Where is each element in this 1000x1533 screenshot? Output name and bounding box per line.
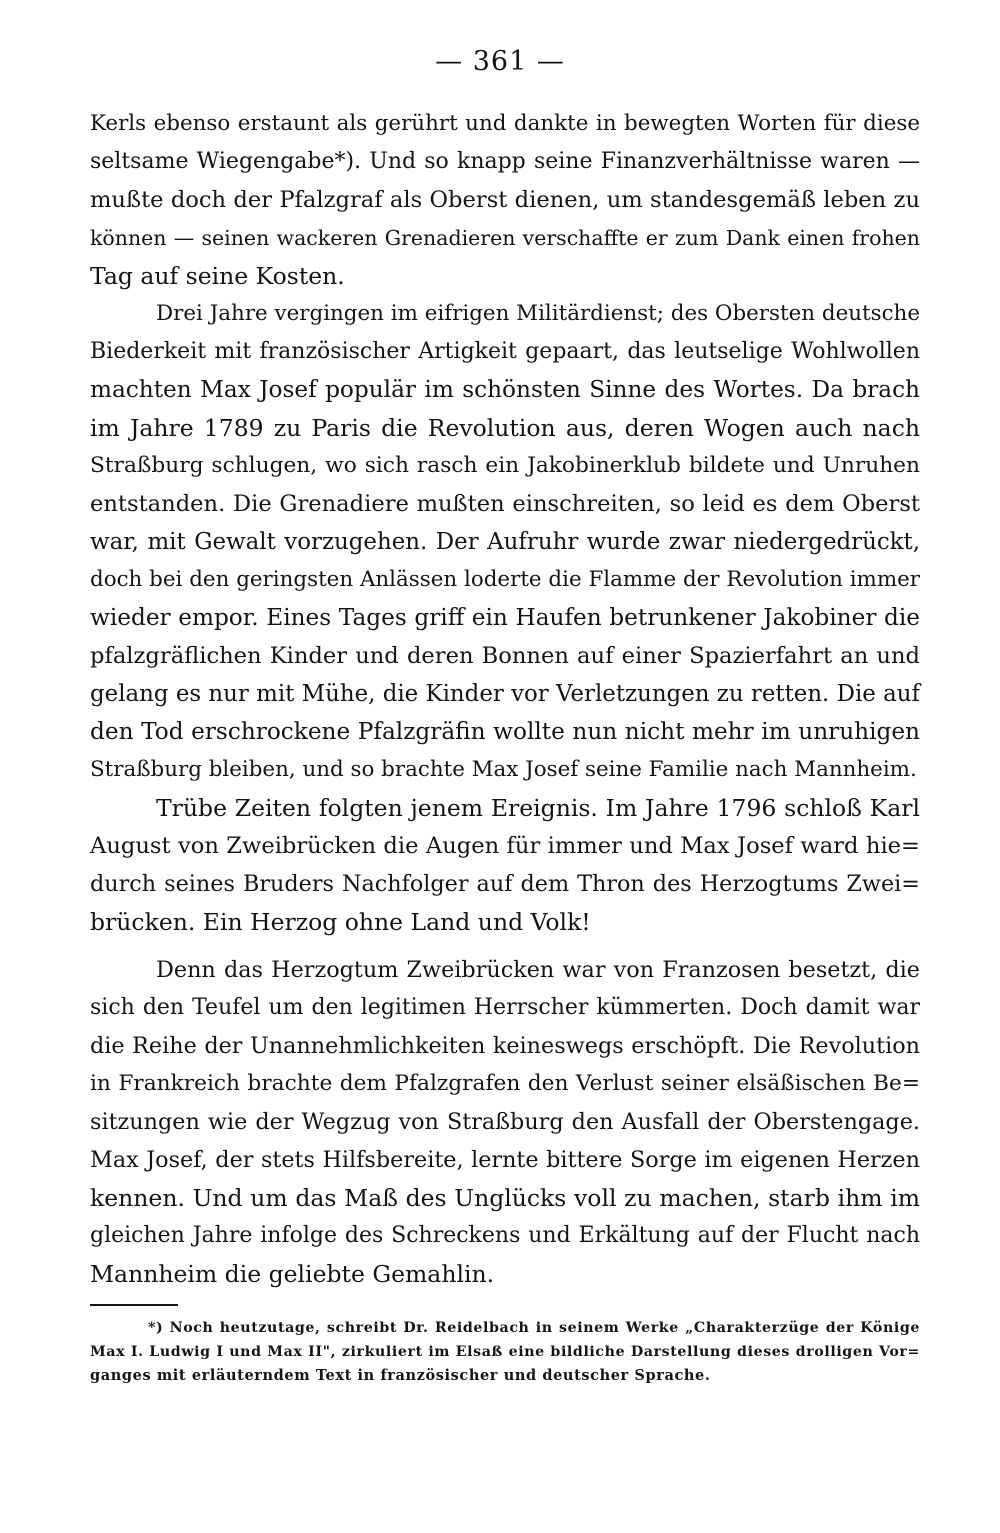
text-line: Max Josef, der stets Hilfsbereite, lernte bittere Sorge im eigenen Herzen <box>90 1147 920 1173</box>
paragraph-gap <box>90 941 920 951</box>
footnote-divider <box>90 1304 178 1306</box>
text-line: entstanden. Die Grenadiere mußten einschreiten, so leid es dem Oberst <box>90 491 920 517</box>
footnote-line: ganges mit erläuterndem Text in französischer und deutscher Sprache. <box>90 1367 711 1384</box>
body-text <box>90 105 920 1293</box>
text-line: gleichen Jahre infolge des Schreckens und Erkältung auf der Flucht nach <box>90 1223 920 1248</box>
text-line: mußte doch der Pfalzgraf als Oberst dienen, um standesgemäß leben zu <box>90 187 920 213</box>
text-line: Tag auf seine Kosten. <box>90 262 345 290</box>
text-line: gelang es nur mit Mühe, die Kinder vor Verletzungen zu retten. Die auf <box>90 681 920 707</box>
text-line: Denn das Herzogtum Zweibrücken war von Franzosen besetzt, die <box>156 957 920 983</box>
footnote-line: *) Noch heutzutage, schreibt Dr. Reidelbach in seinem Werke „Charakterzüge der Könige <box>148 1320 920 1336</box>
text-line: Mannheim die geliebte Gemahlin. <box>90 1260 495 1288</box>
text-line: in Frankreich brachte dem Pfalzgrafen den Verlust seiner elsäßischen Be= <box>90 1071 920 1096</box>
text-line: können — seinen wackeren Grenadieren verschaffte er zum Dank einen frohen <box>90 226 920 250</box>
text-line: wieder empor. Eines Tages griff ein Haufen betrunkener Jakobiner die <box>90 604 920 631</box>
text-line: Trübe Zeiten folgten jenem Ereignis. Im Jahre 1796 schloß Karl <box>156 794 920 822</box>
page-number: — 361 — <box>435 46 565 77</box>
text-line: Drei Jahre vergingen im eifrigen Militärdienst; des Obersten deutsche <box>156 301 920 326</box>
text-line: war, mit Gewalt vorzugehen. Der Aufruhr wurde zwar niedergedrückt, <box>90 529 920 555</box>
text-line: den Tod erschrockene Pfalzgräfin wollte nun nicht mehr im unruhigen <box>90 718 920 745</box>
text-line: August von Zweibrücken die Augen für immer und Max Josef ward hie= <box>90 833 920 859</box>
text-line: machten Max Josef populär im schönsten Sinne des Wortes. Da brach <box>90 376 920 403</box>
footnote <box>90 1316 920 1388</box>
text-line: Straßburg schlugen, wo sich rasch ein Jakobinerklub bildete und Unruhen <box>90 453 920 478</box>
text-line: seltsame Wiegengabe*). Und so knapp seine Finanzverhältnisse waren — <box>90 149 920 174</box>
text-line: durch seines Bruders Nachfolger auf dem Thron des Herzogtums Zwei= <box>90 871 920 897</box>
text-line: sich den Teufel um den legitimen Herrscher kümmerten. Doch damit war <box>90 995 920 1020</box>
text-line: im Jahre 1789 zu Paris die Revolution aus, deren Wogen auch nach <box>90 414 920 442</box>
text-line: brücken. Ein Herzog ohne Land und Volk! <box>90 908 591 936</box>
text-line: sitzungen wie der Wegzug von Straßburg den Ausfall der Oberstengage. <box>90 1109 920 1135</box>
text-line: Kerls ebenso erstaunt als gerührt und dankte in bewegten Worten für diese <box>90 111 920 136</box>
text-line: kennen. Und um das Maß des Unglücks voll zu machen, starb ihm im <box>90 1184 920 1212</box>
text-line: die Reihe der Unannehmlichkeiten keineswegs erschöpft. Die Revolution <box>90 1033 920 1059</box>
text-line: doch bei den geringsten Anlässen loderte die Flamme der Revolution immer <box>90 567 920 592</box>
footnote-line: Max I. Ludwig I und Max II", zirkuliert im Elsaß eine bildliche Darstellung dieses drolligen Vor= <box>90 1344 920 1360</box>
text-line: pfalzgräflichen Kinder und deren Bonnen auf einer Spazierfahrt an und <box>90 643 920 669</box>
text-line: Biederkeit mit französischer Artigkeit gepaart, das leutselige Wohlwollen <box>90 339 920 364</box>
text-line: Straßburg bleiben, und so brachte Max Josef seine Familie nach Mannheim. <box>90 757 917 782</box>
